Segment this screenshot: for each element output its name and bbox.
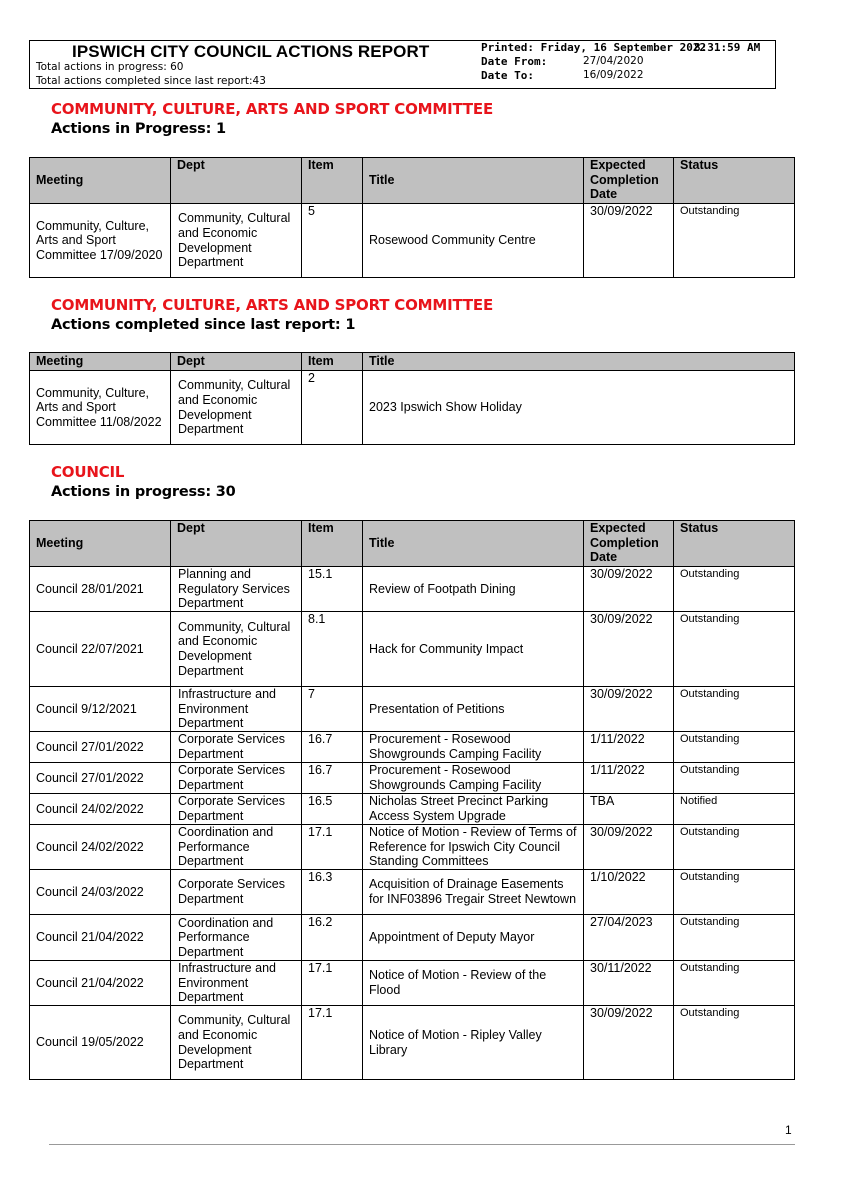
table-row <box>30 687 795 732</box>
cell-date: 1/10/2022 <box>584 870 674 915</box>
cell-dept: Coordination and Performance Department <box>171 915 302 961</box>
cell-status: Outstanding <box>674 612 795 687</box>
col-expected: Expected Completion Date <box>584 158 674 204</box>
table-row <box>30 612 795 687</box>
col-meeting: Meeting <box>30 521 171 567</box>
cell-title: Procurement - Rosewood Showgrounds Camping Facility <box>363 732 584 763</box>
cell-item: 7 <box>302 687 363 732</box>
table-row <box>30 915 795 961</box>
cell-meeting: Council 21/04/2022 <box>30 961 171 1006</box>
cell-item: 16.7 <box>302 732 363 763</box>
total-completed: Total actions completed since last report:43 <box>36 75 266 87</box>
col-item: Item <box>302 158 363 204</box>
table-row <box>30 204 795 278</box>
table-row <box>30 763 795 794</box>
section1-table <box>29 157 795 278</box>
cell-dept: Corporate Services Department <box>171 732 302 763</box>
cell-status: Outstanding <box>674 763 795 794</box>
cell-status: Notified <box>674 794 795 825</box>
date-from-value: 27/04/2020 <box>583 55 644 67</box>
col-status: Status <box>674 521 795 567</box>
cell-status: Outstanding <box>674 870 795 915</box>
cell-title: 2023 Ipswich Show Holiday <box>363 371 795 445</box>
cell-meeting: Council 24/02/2022 <box>30 794 171 825</box>
cell-dept: Community, Cultural and Economic Development Department <box>171 612 302 687</box>
cell-dept: Community, Cultural and Economic Development Department <box>171 1006 302 1080</box>
col-expected: Expected Completion Date <box>584 521 674 567</box>
table-row <box>30 961 795 1006</box>
cell-item: 17.1 <box>302 1006 363 1080</box>
cell-date: 27/04/2023 <box>584 915 674 961</box>
cell-status: Outstanding <box>674 567 795 612</box>
date-to-value: 16/09/2022 <box>583 69 644 81</box>
section2-subheading: Actions completed since last report: 1 <box>51 317 356 333</box>
table-row <box>30 371 795 445</box>
cell-item: 16.2 <box>302 915 363 961</box>
table-row <box>30 825 795 870</box>
cell-date: 30/09/2022 <box>584 612 674 687</box>
cell-meeting: Council 19/05/2022 <box>30 1006 171 1080</box>
cell-meeting: Council 27/01/2022 <box>30 732 171 763</box>
cell-status: Outstanding <box>674 961 795 1006</box>
cell-meeting: Council 24/03/2022 <box>30 870 171 915</box>
cell-date: 30/11/2022 <box>584 961 674 1006</box>
cell-title: Rosewood Community Centre <box>363 204 584 278</box>
section1-heading: COMMUNITY, CULTURE, ARTS AND SPORT COMMITTEE <box>51 100 494 118</box>
cell-date: 1/11/2022 <box>584 763 674 794</box>
cell-item: 5 <box>302 204 363 278</box>
cell-date: TBA <box>584 794 674 825</box>
cell-meeting: Community, Culture, Arts and Sport Committee 17/09/2020 <box>30 204 171 278</box>
cell-dept: Community, Cultural and Economic Development Department <box>171 204 302 278</box>
printed-time: 8:31:59 AM <box>694 41 761 54</box>
cell-meeting: Council 24/02/2022 <box>30 825 171 870</box>
cell-dept: Planning and Regulatory Services Department <box>171 567 302 612</box>
col-dept: Dept <box>171 521 302 567</box>
table-row <box>30 870 795 915</box>
printed-label: Printed: Friday, 16 September 2022 <box>481 41 707 54</box>
table-row <box>30 1006 795 1080</box>
table-row <box>30 794 795 825</box>
cell-title: Acquisition of Drainage Easements for INF03896 Tregair Street Newtown <box>363 870 584 915</box>
cell-title: Appointment of Deputy Mayor <box>363 915 584 961</box>
table-header-row <box>30 353 795 371</box>
section2-heading: COMMUNITY, CULTURE, ARTS AND SPORT COMMITTEE <box>51 296 494 314</box>
cell-dept: Community, Cultural and Economic Development Department <box>171 371 302 445</box>
col-title: Title <box>363 353 795 371</box>
cell-date: 30/09/2022 <box>584 567 674 612</box>
table-row <box>30 567 795 612</box>
col-item: Item <box>302 353 363 371</box>
cell-date: 30/09/2022 <box>584 1006 674 1080</box>
cell-title: Notice of Motion - Ripley Valley Library <box>363 1006 584 1080</box>
cell-meeting: Council 21/04/2022 <box>30 915 171 961</box>
cell-dept: Infrastructure and Environment Department <box>171 687 302 732</box>
section2-table <box>29 352 795 445</box>
cell-meeting: Community, Culture, Arts and Sport Committee 11/08/2022 <box>30 371 171 445</box>
cell-item: 15.1 <box>302 567 363 612</box>
cell-meeting: Council 9/12/2021 <box>30 687 171 732</box>
table-header-row <box>30 521 795 567</box>
cell-status: Outstanding <box>674 825 795 870</box>
col-dept: Dept <box>171 353 302 371</box>
cell-title: Review of Footpath Dining <box>363 567 584 612</box>
cell-title: Nicholas Street Precinct Parking Access System Upgrade <box>363 794 584 825</box>
cell-status: Outstanding <box>674 687 795 732</box>
cell-title: Presentation of Petitions <box>363 687 584 732</box>
cell-meeting: Council 22/07/2021 <box>30 612 171 687</box>
report-title: IPSWICH CITY COUNCIL ACTIONS REPORT <box>72 42 430 61</box>
cell-status: Outstanding <box>674 915 795 961</box>
total-in-progress: Total actions in progress: 60 <box>36 61 184 73</box>
cell-dept: Corporate Services Department <box>171 870 302 915</box>
col-title: Title <box>363 158 584 204</box>
cell-date: 30/09/2022 <box>584 687 674 732</box>
cell-status: Outstanding <box>674 732 795 763</box>
table-row <box>30 732 795 763</box>
footer-divider <box>49 1144 795 1145</box>
col-item: Item <box>302 521 363 567</box>
cell-item: 2 <box>302 371 363 445</box>
cell-dept: Corporate Services Department <box>171 794 302 825</box>
section1-subheading: Actions in Progress: 1 <box>51 121 226 137</box>
cell-status: Outstanding <box>674 204 795 278</box>
cell-status: Outstanding <box>674 1006 795 1080</box>
col-status: Status <box>674 158 795 204</box>
section3-table <box>29 520 795 1080</box>
cell-item: 16.7 <box>302 763 363 794</box>
section3-subheading: Actions in progress: 30 <box>51 484 236 500</box>
cell-item: 17.1 <box>302 825 363 870</box>
page-number: 1 <box>785 1123 792 1137</box>
cell-meeting: Council 27/01/2022 <box>30 763 171 794</box>
cell-title: Hack for Community Impact <box>363 612 584 687</box>
date-from-label: Date From: <box>481 55 548 68</box>
cell-date: 30/09/2022 <box>584 204 674 278</box>
cell-date: 30/09/2022 <box>584 825 674 870</box>
section3-heading: COUNCIL <box>51 463 125 481</box>
cell-item: 8.1 <box>302 612 363 687</box>
date-to-label: Date To: <box>481 69 534 82</box>
col-title: Title <box>363 521 584 567</box>
cell-date: 1/11/2022 <box>584 732 674 763</box>
cell-item: 17.1 <box>302 961 363 1006</box>
table-header-row <box>30 158 795 204</box>
col-dept: Dept <box>171 158 302 204</box>
col-meeting: Meeting <box>30 353 171 371</box>
cell-item: 16.3 <box>302 870 363 915</box>
cell-dept: Corporate Services Department <box>171 763 302 794</box>
cell-title: Notice of Motion - Review of the Flood <box>363 961 584 1006</box>
cell-meeting: Council 28/01/2021 <box>30 567 171 612</box>
cell-title: Procurement - Rosewood Showgrounds Camping Facility <box>363 763 584 794</box>
cell-item: 16.5 <box>302 794 363 825</box>
cell-dept: Coordination and Performance Department <box>171 825 302 870</box>
col-meeting: Meeting <box>30 158 171 204</box>
cell-title: Notice of Motion - Review of Terms of Reference for Ipswich City Council Standing Committees <box>363 825 584 870</box>
cell-dept: Infrastructure and Environment Department <box>171 961 302 1006</box>
